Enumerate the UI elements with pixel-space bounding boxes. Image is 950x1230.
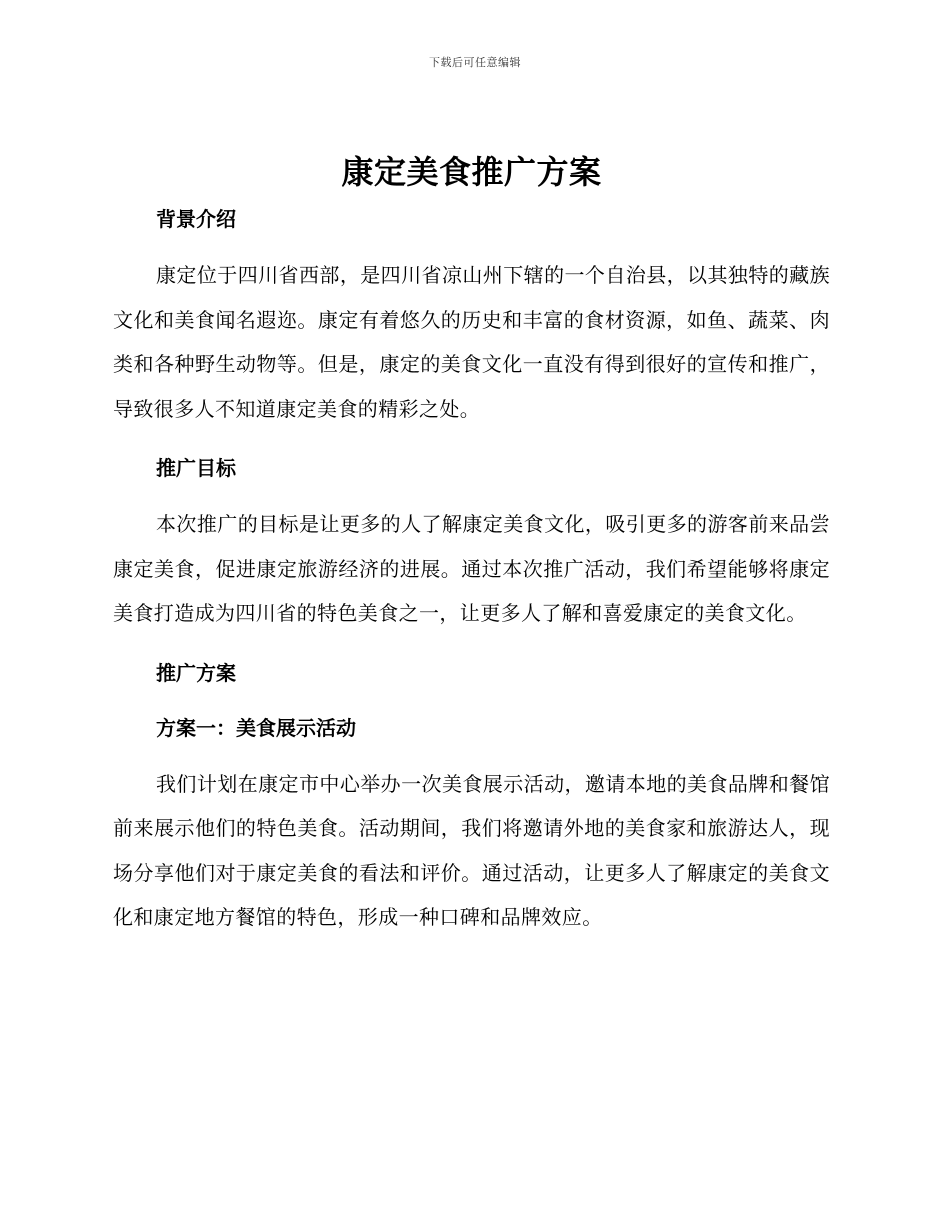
paragraph-plan-one: 我们计划在康定市中心举办一次美食展示活动，邀请本地的美食品牌和餐馆前来展示他们的特色美食。活动期间，我们将邀请外地的美食家和旅游达人，现场分享他们对于康定美食的看法和评价。通过活动，让更多人了解康定的美食文化和康定地方餐馆的特色，形成一种口碑和品牌效应。 <box>113 771 830 929</box>
paragraph-goal: 本次推广的目标是让更多的人了解康定美食文化，吸引更多的游客前来品尝康定美食，促进康定旅游经济的进展。通过本次推广活动，我们希望能够将康定美食打造成为四川省的特色美食之一，让更多人了解和喜爱康定的美食文化。 <box>113 512 830 625</box>
document-title: 康定美食推广方案 <box>341 153 602 191</box>
paragraph-background: 康定位于四川省西部，是四川省凉山州下辖的一个自治县，以其独特的藏族文化和美食闻名遐迩。康定有着悠久的历史和丰富的食材资源，如鱼、蔬菜、肉类和各种野生动物等。但是，康定的美食文化一直没有得到很好的宣传和推广，导致很多人不知道康定美食的精彩之处。 <box>113 263 830 421</box>
section-heading-background: 背景介绍 <box>156 207 236 231</box>
subsection-heading-plan-one: 方案一：美食展示活动 <box>156 715 356 740</box>
document-body <box>113 148 830 940</box>
section-heading-goal: 推广目标 <box>156 456 236 480</box>
page-header-note: 下载后可任意编辑 <box>429 56 521 69</box>
section-heading-plan: 推广方案 <box>156 660 236 685</box>
